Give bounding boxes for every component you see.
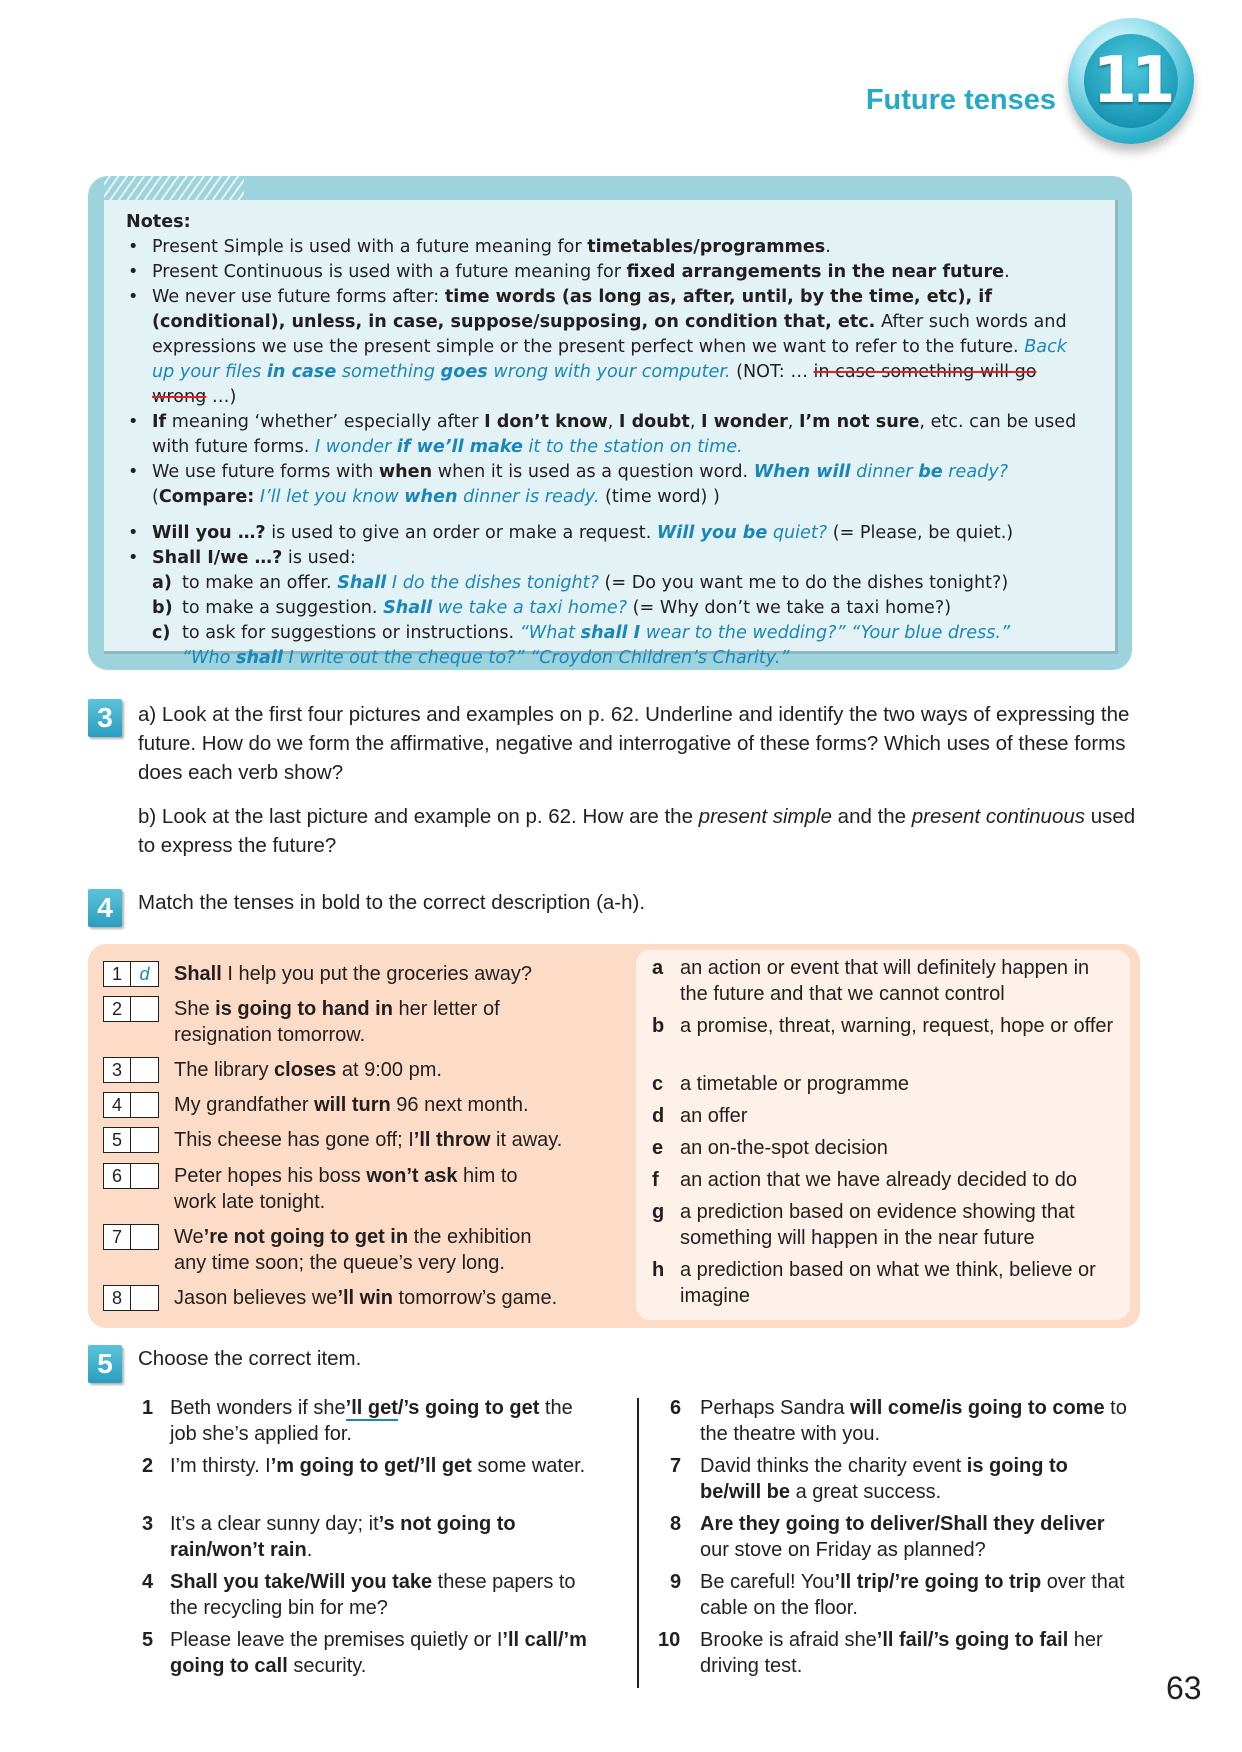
choice-item-7: 7 David thinks the charity event is going to be/will be a great success. bbox=[670, 1455, 1068, 1503]
note-item: • If meaning ‘whether’ especially after I don’t know, I doubt, I wonder, I’m not sure, etc. can be used with future forms. I wonder if we’ll make it to the station on time. bbox=[126, 410, 1089, 460]
description-d: d an offer bbox=[652, 1105, 748, 1127]
answer-field[interactable] bbox=[131, 1163, 159, 1189]
description-b: b a promise, threat, warning, request, hope or offer bbox=[652, 1015, 1114, 1037]
note-subitem-a: a) to make an offer. Shall I do the dishes tonight? (= Do you want me to do the dishes tonight?) bbox=[152, 573, 1009, 593]
answer-field[interactable] bbox=[131, 996, 159, 1022]
choice-item-5: 5 Please leave the premises quietly or I’ll call/’m going to call security. bbox=[142, 1629, 587, 1677]
choice-item-9: 9 Be careful! You’ll trip/’re going to trip over that cable on the floor. bbox=[670, 1571, 1125, 1619]
choice-item-8: 8 Are they going to deliver/Shall they deliver our stove on Friday as planned? bbox=[670, 1513, 1105, 1561]
choice-options[interactable]: ’ll trip/’re going to trip bbox=[834, 1571, 1042, 1593]
answer-box-7: 7 bbox=[103, 1224, 159, 1250]
note-subitem-c: c) to ask for suggestions or instructions. “What shall I wear to the wedding?” “Your blue dress.” “Who shall I write out the cheque to?” “Croydon Children’s Charity.” bbox=[152, 623, 1011, 668]
choice-item-6: 6 Perhaps Sandra will come/is going to come to the theatre with you. bbox=[670, 1397, 1127, 1445]
notes-box bbox=[104, 200, 1118, 668]
description-e: e an on-the-spot decision bbox=[652, 1137, 888, 1159]
note-subitem-b: b) to make a suggestion. Shall we take a taxi home? (= Why don’t we take a taxi home?) bbox=[152, 598, 952, 618]
notes-title: Notes: bbox=[126, 212, 191, 232]
match-sentence-5: This cheese has gone off; I’ll throw it away. bbox=[174, 1129, 563, 1151]
note-item: • We use future forms with when when it is used as a question word. When will dinner be ready? (Compare: I’ll let you know when dinner is ready. (time word) ) bbox=[126, 460, 1089, 510]
match-sentence-7: We’re not going to get in the exhibition any time soon; the queue’s very long. bbox=[174, 1226, 532, 1274]
notes-list-2 bbox=[126, 521, 1089, 571]
answer-field[interactable] bbox=[131, 1057, 159, 1083]
exercise-4-badge: 4 bbox=[88, 889, 122, 927]
description-h: h a prediction based on what we think, believe or imagine bbox=[652, 1259, 1096, 1307]
choice-options[interactable]: ’s not going to rain/won’t rain bbox=[170, 1513, 516, 1561]
choice-item-4: 4 Shall you take/Will you take these papers to the recycling bin for me? bbox=[142, 1571, 576, 1619]
answer-field[interactable] bbox=[131, 1127, 159, 1153]
choice-item-10: 10 Brooke is afraid she’ll fail/’s going to fail her driving test. bbox=[658, 1629, 1103, 1677]
exercise-5-instruction: Choose the correct item. bbox=[138, 1347, 362, 1370]
note-item: • We never use future forms after: time words (as long as, after, until, by the time, etc), if (conditional), unless, in case, suppose/supposing, on condition that, etc. After such words and expressions we use the present simple or the present perfect when we want to refer to the future. Back up your files in case something goes wrong with your computer. (NOT: … in case something will go wrong …) bbox=[126, 285, 1089, 410]
description-f: f an action that we have already decided to do bbox=[652, 1169, 1077, 1191]
note-item: • Present Simple is used with a future meaning for timetables/programmes. bbox=[126, 235, 1089, 260]
exercise-3-badge: 3 bbox=[88, 699, 122, 737]
match-sentence-4: My grandfather will turn 96 next month. bbox=[174, 1094, 529, 1116]
answer-field[interactable]: d bbox=[131, 961, 159, 987]
answer-box-5: 5 bbox=[103, 1127, 159, 1153]
choice-options[interactable]: is going to be/will be bbox=[700, 1455, 1068, 1503]
answer-field[interactable] bbox=[131, 1224, 159, 1250]
choice-item-2: 2 I’m thirsty. I’m going to get/’ll get some water. bbox=[142, 1455, 586, 1477]
description-c: c a timetable or programme bbox=[652, 1073, 909, 1095]
column-divider bbox=[637, 1398, 639, 1688]
chapter-number: 11 bbox=[1092, 44, 1170, 118]
description-a: a an action or event that will definitely happen in the future and that we cannot control bbox=[652, 957, 1090, 1005]
answer-field[interactable] bbox=[131, 1285, 159, 1311]
answer-box-6: 6 bbox=[103, 1163, 159, 1189]
note-item: • Will you …? is used to give an order or make a request. Will you be quiet? (= Please, be quiet.) bbox=[126, 521, 1089, 546]
note-item: • Present Continuous is used with a future meaning for fixed arrangements in the near future. bbox=[126, 260, 1089, 285]
answer-box-4: 4 bbox=[103, 1092, 159, 1118]
choice-options[interactable]: Are they going to deliver/Shall they deliver bbox=[700, 1513, 1105, 1535]
note-item: • Shall I/we …? is used: bbox=[126, 546, 1089, 571]
answer-box-8: 8 bbox=[103, 1285, 159, 1311]
notes-list bbox=[126, 235, 1089, 510]
exercise-3-question-a: a) Look at the first four pictures and examples on p. 62. Underline and identify the two ways of expressing the future. How do we form the affirmative, negative and interrogative of these forms? Which uses of these forms does each verb show? bbox=[138, 703, 1130, 784]
choice-item-3: 3 It’s a clear sunny day; it’s not going to rain/won’t rain. bbox=[142, 1513, 516, 1561]
choice-options[interactable]: Shall you take/Will you take bbox=[170, 1571, 433, 1593]
match-sentence-2: She is going to hand in her letter of resignation tomorrow. bbox=[174, 998, 500, 1046]
match-sentence-8: Jason believes we’ll win tomorrow’s game. bbox=[174, 1287, 558, 1309]
chapter-number-badge bbox=[1068, 18, 1194, 144]
wrong-example: in case something will go wrong bbox=[152, 362, 1037, 407]
match-sentence-3: The library closes at 9:00 pm. bbox=[174, 1059, 442, 1081]
page-number: 63 bbox=[1166, 1670, 1202, 1706]
choice-options[interactable]: ’ll call/’m going to call bbox=[170, 1629, 587, 1677]
choice-options[interactable]: ’m going to get/’ll get bbox=[270, 1455, 472, 1477]
exercise-4-instruction: Match the tenses in bold to the correct description (a-h). bbox=[138, 891, 646, 914]
match-sentence-1: Shall I help you put the groceries away? bbox=[174, 963, 532, 985]
description-g: g a prediction based on evidence showing that something will happen in the near future bbox=[652, 1201, 1075, 1249]
answer-box-1: 1 d bbox=[103, 961, 159, 987]
match-sentence-6: Peter hopes his boss won’t ask him to work late tonight. bbox=[174, 1165, 518, 1213]
choice-options[interactable]: will come/is going to come bbox=[850, 1397, 1105, 1419]
chapter-title: Future tenses bbox=[865, 84, 1056, 116]
choice-options[interactable]: ’ll fail/’s going to fail bbox=[876, 1629, 1069, 1651]
choice-options[interactable]: ’ll get/’s going to get bbox=[345, 1397, 540, 1419]
choice-item-1: 1 Beth wonders if she’ll get/’s going to get the job she’s applied for. bbox=[142, 1397, 573, 1445]
answer-field[interactable] bbox=[131, 1092, 159, 1118]
answer-box-2: 2 bbox=[103, 996, 159, 1022]
exercise-5-badge: 5 bbox=[88, 1345, 122, 1383]
answer-box-3: 3 bbox=[103, 1057, 159, 1083]
exercise-3-question-b: b) Look at the last picture and example on p. 62. How are the present simple and the present continuous used to express the future? bbox=[138, 805, 1136, 857]
